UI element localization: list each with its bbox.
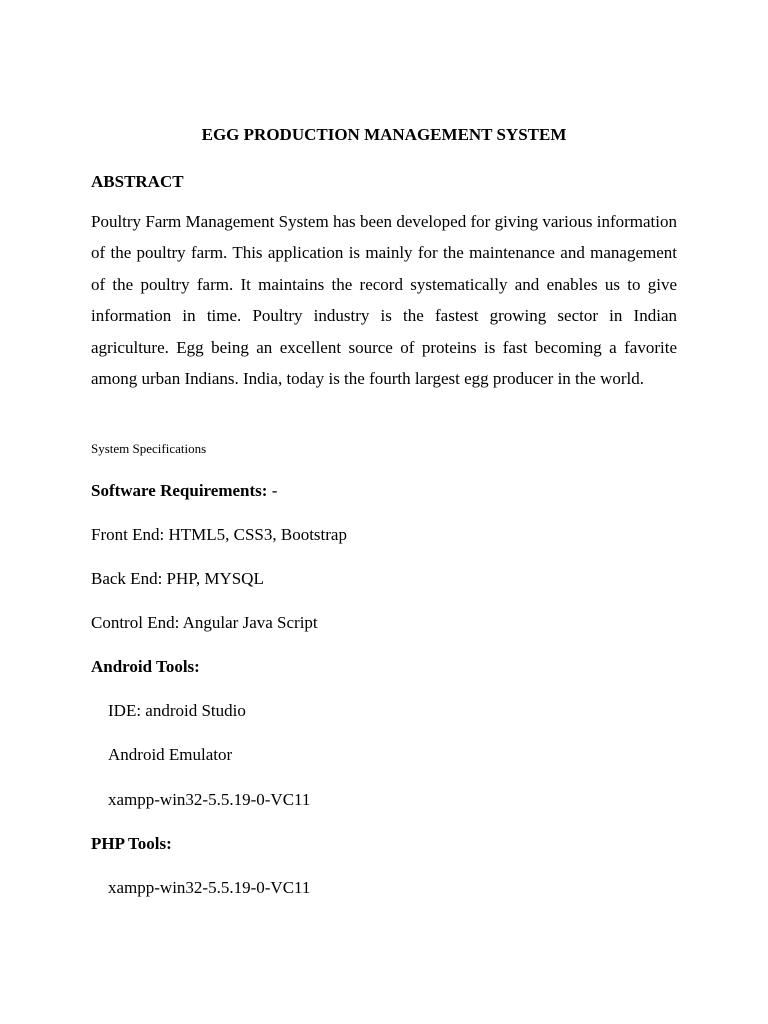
document-title: EGG PRODUCTION MANAGEMENT SYSTEM	[201, 125, 567, 144]
php-tool-item: xampp-win32-5.5.19-0-VC11	[108, 878, 311, 897]
android-tool-item: Android Emulator	[108, 745, 233, 764]
php-tools-heading: PHP Tools:	[91, 834, 172, 853]
android-tool-item: IDE: android Studio	[108, 701, 246, 720]
front-end-line: Front End: HTML5, CSS3, Bootstrap	[91, 525, 347, 544]
software-requirements-line	[91, 481, 277, 501]
android-tool-item: xampp-win32-5.5.19-0-VC11	[108, 790, 311, 809]
software-requirements-heading: Software Requirements:	[91, 481, 268, 500]
control-end-line: Control End: Angular Java Script	[91, 613, 318, 632]
abstract-heading: ABSTRACT	[91, 172, 184, 191]
abstract-paragraph: Poultry Farm Management System has been developed for giving various information of the poultry farm. This application is mainly for the maintenance and management of the poultry farm. It maintains the record systematically and enables us to give information in time. Poultry industry is the fastest growing sector in Indian agriculture. Egg being an excellent source of proteins is fast becoming a favorite among urban Indians. India, today is the fourth largest egg producer in the world.	[91, 212, 677, 389]
software-requirements-suffix: -	[267, 481, 278, 500]
back-end-line: Back End: PHP, MYSQL	[91, 569, 264, 588]
android-tools-heading: Android Tools:	[91, 657, 200, 676]
system-specifications-heading: System Specifications	[91, 441, 207, 456]
